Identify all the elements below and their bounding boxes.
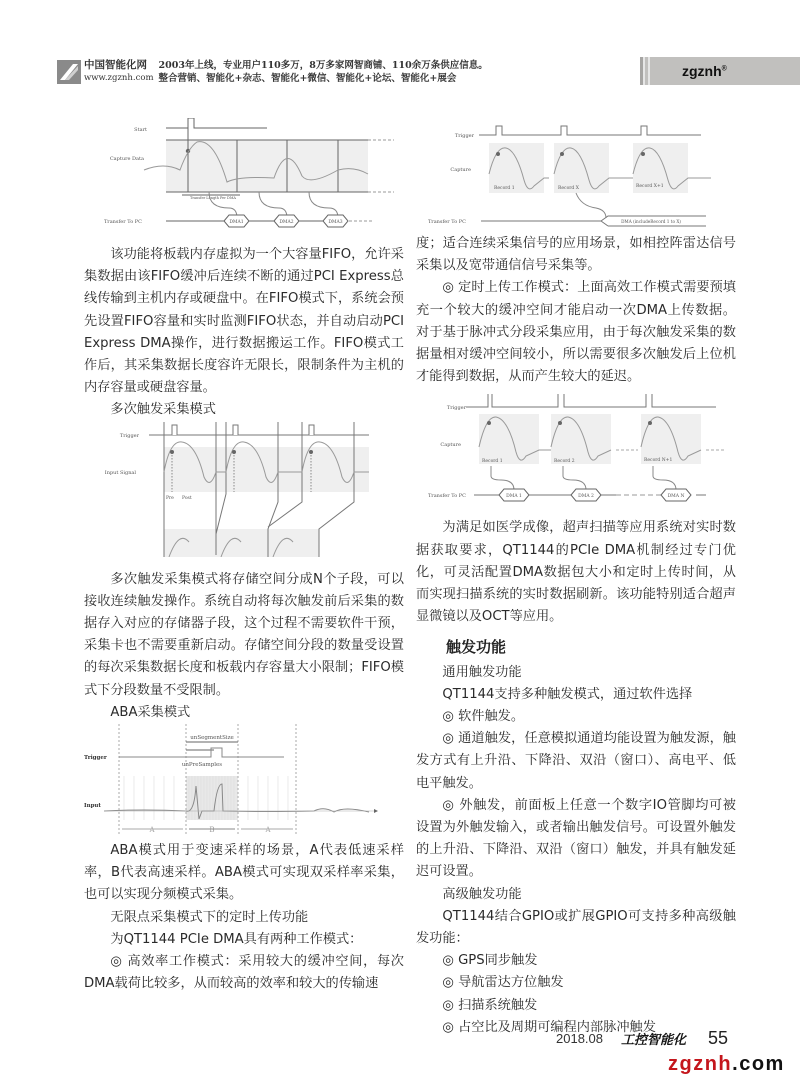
right-column [416, 118, 736, 1039]
record-label: Record X+1 [636, 184, 664, 189]
figure-aba-mode [84, 724, 404, 834]
label-transfer-to-pc: Transfer To PC [103, 219, 142, 225]
list-item: ◎ 扫描系统触发 [442, 997, 538, 1013]
paragraph-aba: ABA模式用于变速采样的场景，A代表低速采样率，B代表高速采样。ABA模式可实现双采样率采集，也可以实现分频模式采集。 [84, 843, 404, 903]
dma-label: DMA N [667, 494, 685, 500]
paragraph-dma-modes: 为QT1144 PCIe DMA具有两种工作模式： [110, 931, 363, 947]
label-pre: Pre [166, 495, 174, 501]
magazine-name: 工控智能化 [621, 1033, 687, 1048]
brand-tab-stripes [640, 57, 654, 85]
label-a-left: A [149, 826, 155, 835]
label-pre-samples: unPreSamples [181, 762, 223, 769]
brand-logo [682, 63, 727, 79]
label-trigger: Trigger [454, 133, 474, 139]
label-start: Start [134, 127, 147, 133]
paragraph-trigger-modes: QT1144支持多种触发模式，通过软件选择 [442, 686, 693, 702]
record-label: Record 1 [494, 186, 515, 191]
left-column [84, 118, 404, 995]
dma-label: DMA 2 [578, 494, 594, 500]
dma-label: DMA2 [279, 220, 294, 225]
bullet-high-efficiency: ◎ 高效率工作模式：采用较大的缓冲空间，每次DMA载荷比较多，从而较高的效率和较大的传输速 [84, 954, 404, 992]
label-capture: Capture [440, 442, 461, 449]
dma-block [224, 215, 249, 227]
label-trigger: Trigger [84, 755, 107, 762]
record-label: Record N+1 [644, 458, 673, 464]
bullet-channel-trigger: ◎ 通道触发，任意模拟通道均能设置为触发源，触发方式有上升沿、下降沿、双沿（窗口）、高电平、低电平触发。 [416, 731, 736, 791]
label-a-right: A [265, 826, 271, 835]
label-capture: Capture [450, 167, 471, 173]
site-name: 中国智能化网 [84, 59, 147, 71]
brand-tab [640, 57, 800, 85]
label-transfer-to-pc: Transfer To PC [427, 219, 466, 225]
dma-block [661, 489, 691, 501]
header-line-2: 整合营销、智能化+杂志、智能化+微信、智能化+论坛、智能化+展会 [158, 73, 457, 84]
heading-general-trigger: 通用触发功能 [442, 664, 522, 680]
header-tagline [159, 59, 488, 85]
brand-registered-mark: ® [721, 65, 727, 73]
issue-date: 2018.08 [556, 1031, 603, 1046]
page-header [57, 58, 488, 86]
bullet-external-trigger: ◎ 外触发，前面板上任意一个数字IO管脚均可被设置为外触发输入，或者输出触发信号。可设置外触发的上升沿、下降沿、双沿（窗口）触发，并具有触发延迟可设置。 [416, 797, 736, 880]
heading-multi-trigger: 多次触发采集模式 [110, 402, 216, 418]
label-capture-data: Capture Data [109, 156, 144, 162]
heading-advanced-trigger: 高级触发功能 [442, 886, 522, 902]
heading-aba: ABA采集模式 [110, 704, 191, 720]
label-segment-size: unSegmentSize [190, 735, 234, 742]
paragraph-advanced-trigger: QT1144结合GPIO或扩展GPIO可支持多种高级触发功能： [416, 908, 736, 947]
heading-timed-upload: 无限点采集模式下的定时上传功能 [110, 909, 309, 925]
label-trigger: Trigger [446, 405, 466, 412]
label-b: B [209, 826, 215, 835]
paragraph-high-efficiency-cont: 度；适合连续采集信号的应用场景，如相控阵雷达信号采集以及宽带通信信号采集等。 [416, 236, 736, 274]
site-logo-icon [57, 60, 81, 84]
figure-multi-trigger [84, 422, 404, 557]
list-item: ◎ 占空比及周期可编程内部脉冲触发 [442, 1019, 656, 1035]
label-transfer-length: Transfer Length Per DMA [190, 196, 236, 200]
site-identity [84, 59, 154, 85]
paragraph-realtime: 为满足如医学成像，超声扫描等应用系统对实时数据获取要求，QT1144的PCIe DMA机制经过专门优化，可灵活配置DMA数据包大小和定时上传时间，从而实现扫描系统的实时数据刷新。该功能特别适合超声显微镜以及OCT等应用。 [416, 520, 736, 625]
label-transfer-to-pc: Transfer To PC [427, 493, 466, 500]
watermark-domain: zgznh [668, 1053, 733, 1075]
heading-trigger-function: 触发功能 [446, 638, 507, 657]
record-label: Record 2 [554, 459, 575, 465]
trigger-line [466, 394, 716, 407]
label-input-signal: Input Signal [104, 469, 136, 476]
trigger-line [479, 126, 701, 135]
paragraph-multi-trigger: 多次触发采集模式将存储空间分成N个子段，可以接收连续触发操作。系统自动将每次触发前后采集的数据存入对应的存储器子段，这个过程不需要软件干预，采集卡也不需要重新启动。存储空间分段的数量受设置的每次采集数据长度和板载内存容量大小限制；FIFO模式下分段数量不受限制。 [84, 571, 404, 698]
header-line-1: 2003年上线，专业用户110多万，8万多家网智商铺、110余万条供应信息。 [158, 60, 488, 71]
watermark-tld: .com [732, 1053, 785, 1075]
list-item: ◎ GPS同步触发 [442, 953, 538, 969]
brand-text: zgznh [682, 63, 722, 79]
record-label: Record 1 [482, 459, 503, 465]
page-number: 55 [708, 1028, 729, 1048]
figure-timed-upload [416, 394, 736, 509]
bullet-timed-upload: ◎ 定时上传工作模式：上面高效工作模式需要预填充一个较大的缓冲空间才能启动一次DMA上传数据。对于基于脉冲式分段采集应用，由于每次触发采集的数据量相对缓冲空间较小，所以需要很多次触发后上位机才能得到数据，从而产生较大的延迟。 [416, 280, 736, 385]
label-post: Post [182, 495, 192, 501]
figure-high-efficiency [416, 118, 736, 233]
dma-block [323, 215, 348, 227]
dma-block [571, 489, 601, 501]
record-label: Record X [558, 186, 579, 191]
dma-label: DMA1 [229, 220, 244, 225]
site-url[interactable]: www.zgznh.com [84, 73, 154, 83]
paragraph-fifo: 该功能将板载内存虚拟为一个大容量FIFO，允许采集数据由该FIFO缓冲后连续不断的通过PCI Express总线传输到主机内存或硬盘中。在FIFO模式下，系统会预先设置FIFO容量和实时监测FIFO状态，并自动启动PCI Express DMA操作，进行数据搬运工作。FIFO模式工作后，其采集数据长度容许无限长，限制条件为主机的内存容量或硬盘容量。 [84, 247, 404, 396]
watermark [668, 1053, 785, 1076]
list-item: ◎ 导航雷达方位触发 [442, 975, 564, 991]
dma-block [274, 215, 299, 227]
start-pulse [166, 118, 267, 128]
label-input: Input [84, 803, 101, 810]
dma-label: DMA3 [328, 220, 343, 225]
figure-fifo-mode [84, 118, 404, 238]
trigger-line [119, 748, 284, 757]
page-footer [556, 1028, 728, 1049]
dma-label: DMA 1 [506, 494, 522, 500]
bullet-software-trigger: ◎ 软件触发。 [442, 709, 525, 725]
dma-label: DMA (includeRecord 1 to X) [621, 219, 681, 224]
dma-block [499, 489, 529, 501]
label-trigger: Trigger [119, 432, 139, 439]
